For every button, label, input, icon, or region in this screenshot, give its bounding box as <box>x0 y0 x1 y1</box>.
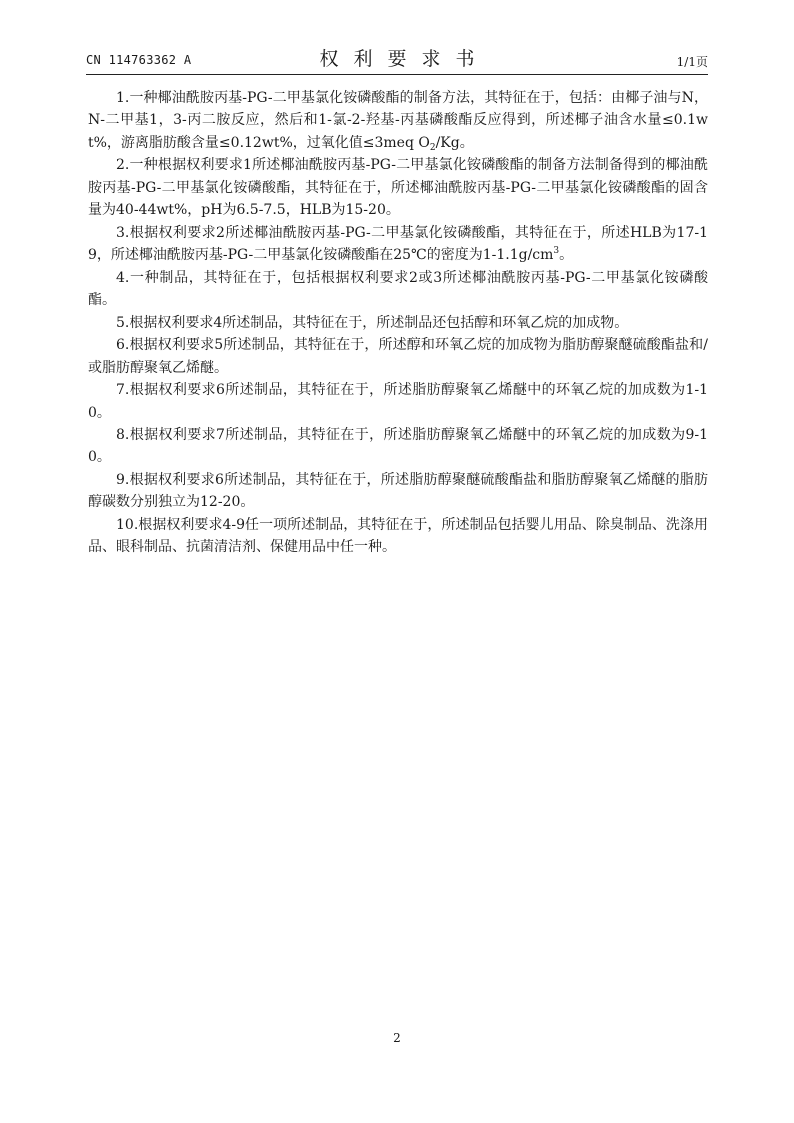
page-title: 权利要求书 <box>319 48 490 70</box>
header-divider <box>86 74 708 75</box>
claim-3-tail: 。 <box>559 246 574 263</box>
claim-4: 4.一种制品，其特征在于，包括根据权利要求2或3所述椰油酰胺丙基-PG-二甲基氯化铵磷酸酯。 <box>88 269 708 308</box>
claim-6: 6.根据权利要求5所述制品，其特征在于，所述醇和环氧乙烷的加成物为脂肪醇聚醚硫酸酯盐和/或脂肪醇聚氧乙烯醚。 <box>88 337 708 376</box>
claim-9: 9.根据权利要求6所述制品，其特征在于，所述脂肪醇聚醚硫酸酯盐和脂肪醇聚氧乙烯醚的脂肪醇碳数分别独立为12-20。 <box>88 472 708 511</box>
page-ratio: 1/1页 <box>676 55 708 69</box>
publication-number: CN 114763362 A <box>86 53 192 67</box>
claim-3 <box>88 222 708 267</box>
claim-1-subscript: 2 <box>429 142 436 153</box>
page-number: 2 <box>393 1031 401 1045</box>
claim-2: 2.一种根据权利要求1所述椰油酰胺丙基-PG-二甲基氯化铵磷酸酯的制备方法制备得到的椰油酰胺丙基-PG-二甲基氯化铵磷酸酯，其特征在于，所述椰油酰胺丙基-PG-二甲基氯化铵磷酸酯的固含量为40-44wt%，pH为6.5-7.5，HLB为15-20。 <box>88 157 708 218</box>
claim-1-text: 1.一种椰油酰胺丙基-PG-二甲基氯化铵磷酸酯的制备方法，其特征在于，包括：由椰子油与N，N-二甲基1，3-丙二胺反应，然后和1-氯-2-羟基-丙基磷酸酯反应得到，所述椰子油含水量≤0.1wt%，游离脂肪酸含量≤0.12wt%，过氧化值≤3meq O <box>88 90 708 151</box>
claim-3-superscript: 3 <box>553 245 560 256</box>
claim-3-text: 3.根据权利要求2所述椰油酰胺丙基-PG-二甲基氯化铵磷酸酯，其特征在于，所述HLB为17-19，所述椰油酰胺丙基-PG-二甲基氯化铵磷酸酯在25℃的密度为1-1.1g/cm <box>88 224 708 263</box>
claim-10: 10.根据权利要求4-9任一项所述制品，其特征在于，所述制品包括婴儿用品、除臭制品、洗涤用品、眼科制品、抗菌清洁剂、保健用品中任一种。 <box>88 517 708 556</box>
claims-body <box>88 87 708 559</box>
claim-1-tail: /Kg。 <box>435 134 474 151</box>
claim-5: 5.根据权利要求4所述制品，其特征在于，所述制品还包括醇和环氧乙烷的加成物。 <box>116 314 629 331</box>
claim-7: 7.根据权利要求6所述制品，其特征在于，所述脂肪醇聚氧乙烯醚中的环氧乙烷的加成数为1-10。 <box>88 382 708 421</box>
claim-8: 8.根据权利要求7所述制品，其特征在于，所述脂肪醇聚氧乙烯醚中的环氧乙烷的加成数为9-10。 <box>88 427 708 466</box>
page-header <box>86 44 708 72</box>
claim-1 <box>88 87 708 154</box>
